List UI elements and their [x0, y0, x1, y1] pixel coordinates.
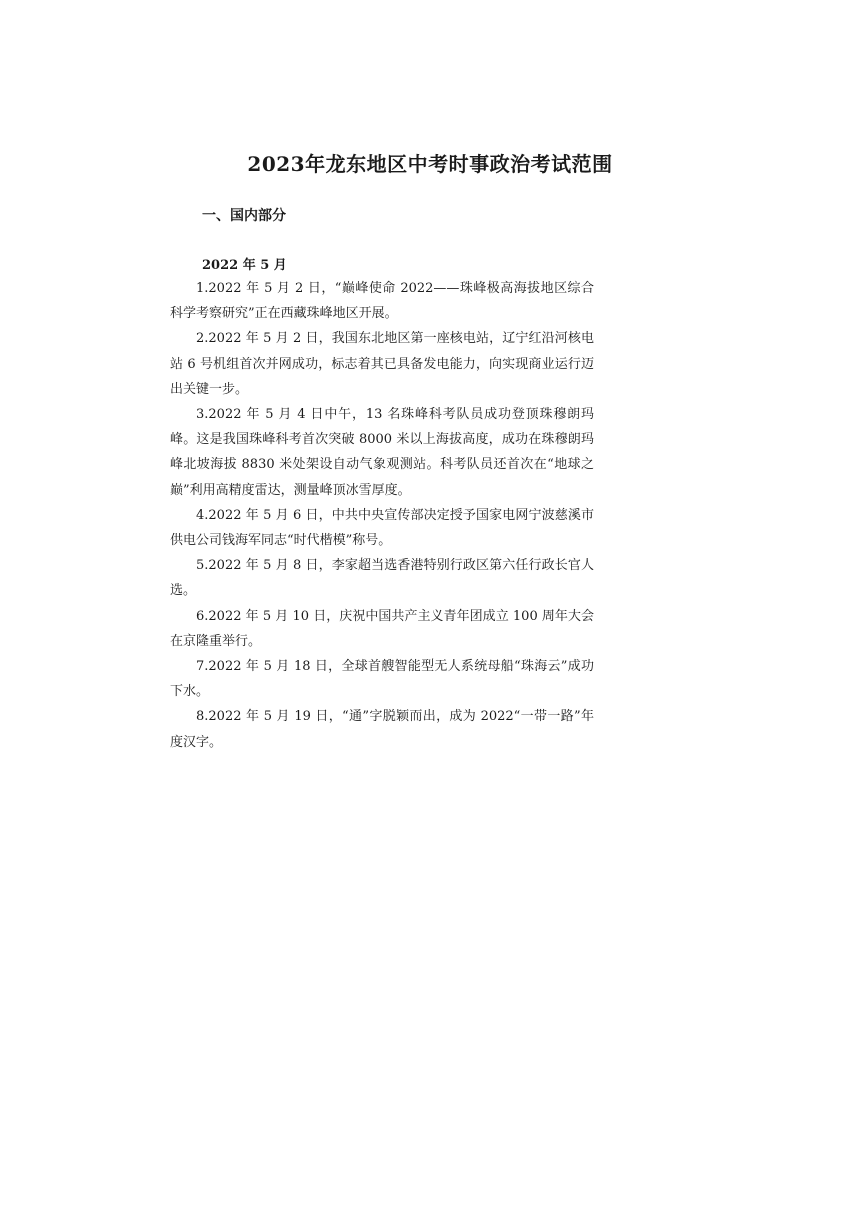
news-item-1: 1.2022 年 5 月 2 日，“巅峰使命 2022——珠峰极高海拔地区综合科学考察研究”正在西藏珠峰地区开展。	[170, 281, 594, 322]
news-item-5: 5.2022 年 5 月 8 日，李家超当选香港特别行政区第六任行政长官人选。	[170, 558, 594, 599]
news-item-8: 8.2022 年 5 月 19 日，“通”字脱颖而出，成为 2022“一带一路”年度汉字。	[170, 709, 594, 750]
news-item-7: 7.2022 年 5 月 18 日，全球首艘智能型无人系统母船“珠海云”成功下水。	[170, 659, 594, 700]
news-list	[170, 276, 594, 755]
document-title: 2023年龙东地区中考时事政治考试范围	[247, 152, 613, 176]
section-heading: 一、国内部分	[202, 208, 286, 224]
news-item-2: 2.2022 年 5 月 2 日，我国东北地区第一座核电站，辽宁红沿河核电站 6 号机组首次并网成功，标志着其已具备发电能力，向实现商业运行迈出关键一步。	[170, 331, 594, 397]
news-item-4: 4.2022 年 5 月 6 日，中共中央宣传部决定授予国家电网宁波慈溪市供电公司钱海军同志“时代楷模”称号。	[170, 507, 594, 549]
news-item-6: 6.2022 年 5 月 10 日，庆祝中国共产主义青年团成立 100 周年大会在京隆重举行。	[170, 608, 594, 649]
news-item-3: 3.2022 年 5 月 4 日中午，13 名珠峰科考队员成功登顶珠穆朗玛峰。这是我国珠峰科考首次突破 8000 米以上海拔高度，成功在珠穆朗玛峰北坡海拔 8830 米处架设自动气象观测站。科考队员还首次在“地球之巅”利用高精度雷达，测量峰顶冰雪厚度。	[170, 407, 594, 498]
month-heading: 2022 年 5 月	[202, 258, 287, 273]
